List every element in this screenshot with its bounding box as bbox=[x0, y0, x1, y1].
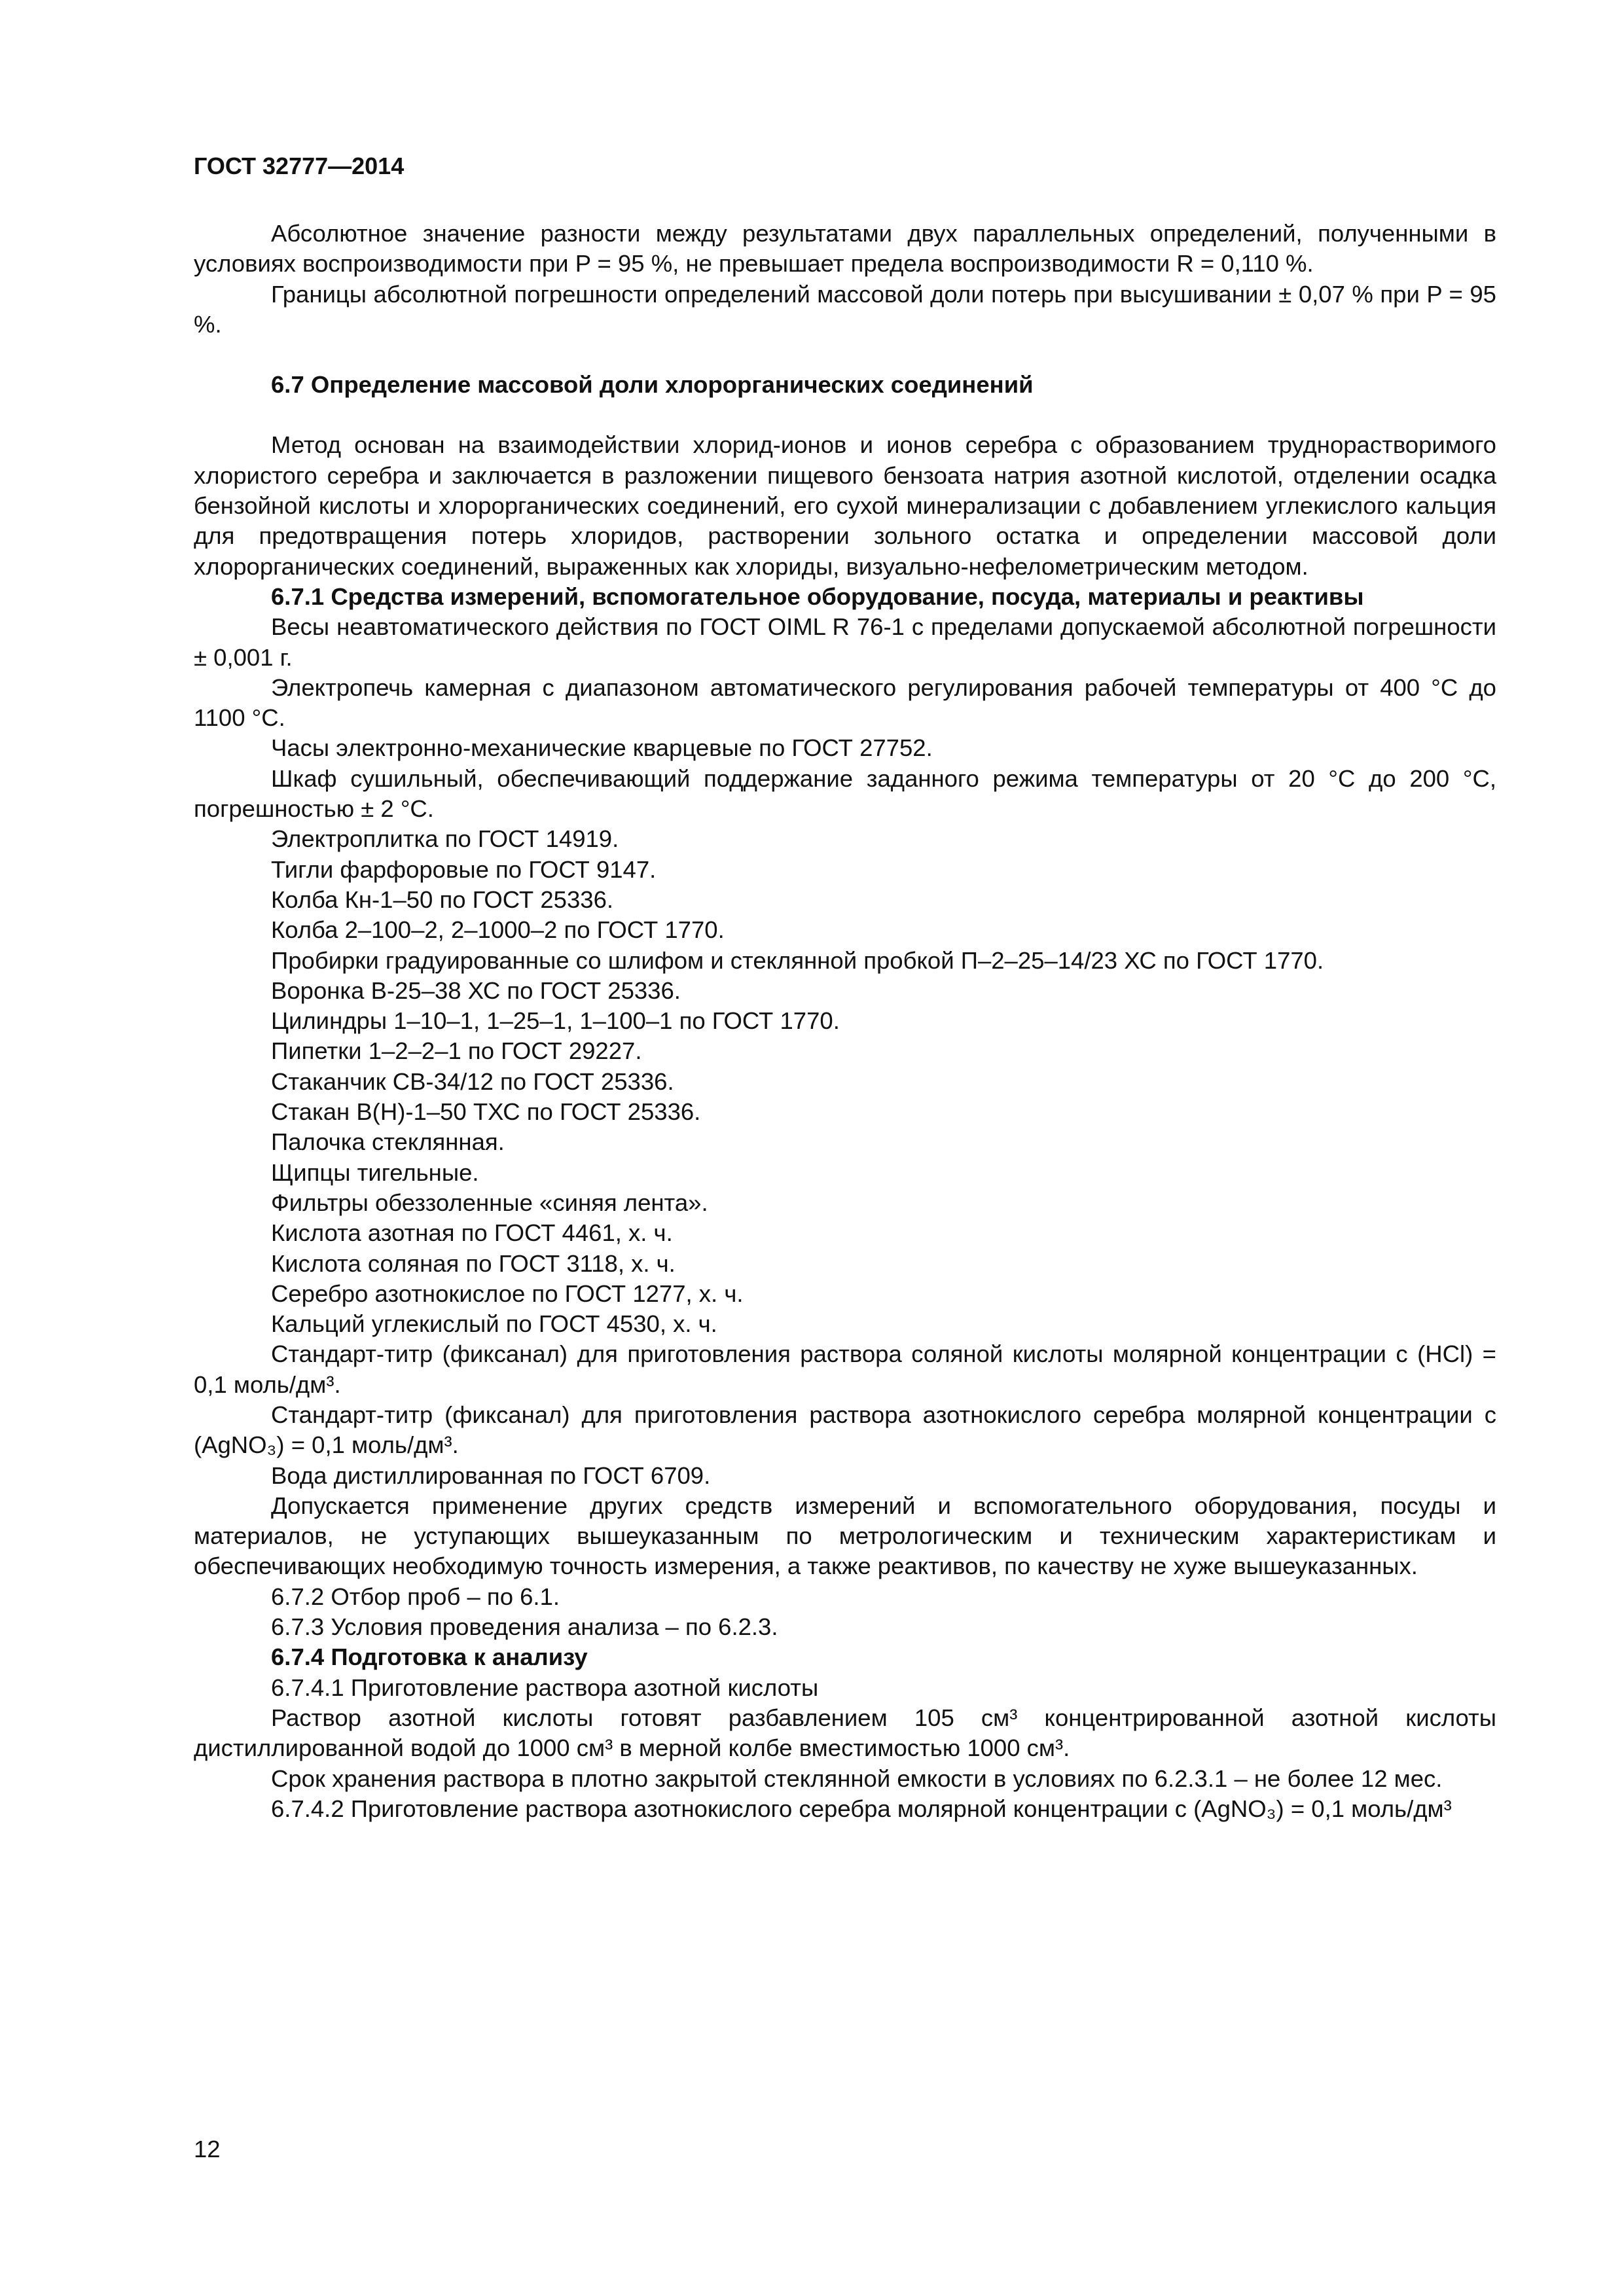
equipment-item: Электроплитка по ГОСТ 14919. bbox=[271, 825, 619, 853]
page-body bbox=[194, 219, 1496, 1824]
equipment-item: Пробирки градуированные со шлифом и стеклянной пробкой П–2–25–14/23 ХС по ГОСТ 1770. bbox=[271, 946, 1324, 974]
equipment-item: Колба 2–100–2, 2–1000–2 по ГОСТ 1770. bbox=[271, 916, 725, 944]
page-number: 12 bbox=[194, 2136, 221, 2162]
equipment-item: Электропечь камерная с диапазоном автоматического регулирования рабочей температуры от 400 °С до 1100 °С. bbox=[194, 673, 1496, 732]
clause-6-7-4-1: 6.7.4.1 Приготовление раствора азотной кислоты bbox=[271, 1674, 819, 1701]
reproducibility-paragraph: Абсолютное значение разности между результатами двух параллельных определений, полученными в условиях воспроизводимости при P = 95 %, не превышает предела воспроизводимости R = 0,110 %. bbox=[194, 220, 1496, 278]
equipment-item: Палочка стеклянная. bbox=[271, 1128, 505, 1156]
section-heading-6-7: 6.7 Определение массовой доли хлорорганических соединений bbox=[271, 371, 1034, 399]
equipment-item: Воронка В-25–38 ХС по ГОСТ 25336. bbox=[271, 977, 681, 1004]
equipment-item: Весы неавтоматического действия по ГОСТ OIML R 76-1 с пределами допускаемой абсолютной погрешности ± 0,001 г. bbox=[194, 613, 1496, 671]
document-code-header: ГОСТ 32777—2014 bbox=[194, 152, 405, 179]
equipment-item: Тигли фарфоровые по ГОСТ 9147. bbox=[271, 855, 657, 883]
equipment-item: Часы электронно-механические кварцевые по ГОСТ 27752. bbox=[271, 734, 933, 762]
standard-titre-agno3: Стандарт-титр (фиксанал) для приготовления раствора азотнокислого серебра молярной концентрации с (AgNO₃) = 0,1 моль/дм³. bbox=[194, 1401, 1496, 1459]
equipment-item: Стакан В(Н)-1–50 ТХС по ГОСТ 25336. bbox=[271, 1098, 701, 1126]
reagent-item: Серебро азотнокислое по ГОСТ 1277, х. ч. bbox=[271, 1280, 744, 1307]
subsection-heading-6-7-1: 6.7.1 Средства измерений, вспомогательное оборудование, посуда, материалы и реактивы bbox=[271, 583, 1364, 610]
clause-6-7-2: 6.7.2 Отбор проб – по 6.1. bbox=[271, 1583, 560, 1610]
equipment-item: Пипетки 1–2–2–1 по ГОСТ 29227. bbox=[271, 1037, 642, 1065]
equipment-item: Стаканчик СВ-34/12 по ГОСТ 25336. bbox=[271, 1067, 674, 1095]
reagent-item: Вода дистиллированная по ГОСТ 6709. bbox=[271, 1462, 711, 1489]
reagent-item: Кислота азотная по ГОСТ 4461, х. ч. bbox=[271, 1219, 673, 1247]
error-limits-paragraph: Границы абсолютной погрешности определений массовой доли потерь при высушивании ± 0,07 % при P = 95 %. bbox=[194, 280, 1496, 338]
clause-6-7-3: 6.7.3 Условия проведения анализа – по 6.2.3. bbox=[271, 1613, 778, 1641]
reagent-item: Кальций углекислый по ГОСТ 4530, х. ч. bbox=[271, 1310, 717, 1338]
nitric-acid-preparation-paragraph: Раствор азотной кислоты готовят разбавлением 105 см³ концентрированной азотной кислоты дистиллированной водой до 1000 см³ в мерной колбе вместимостью 1000 см³. bbox=[194, 1704, 1496, 1762]
equipment-item: Щипцы тигельные. bbox=[271, 1158, 479, 1186]
clause-6-7-4-2: 6.7.4.2 Приготовление раствора азотнокислого серебра молярной концентрации с (AgNO₃) = 0,1 моль/дм³ bbox=[271, 1795, 1452, 1822]
method-description-paragraph: Метод основан на взаимодействии хлорид-ионов и ионов серебра с образованием труднорастворимого хлористого серебра и заключается в разложении пищевого бензоата натрия азотной кислотой, отделении осадка бензойной кислоты и хлорорганических соединений, его сухой минерализации с добавлением углекислого кальция для предотвращения потерь хлоридов, растворении зольного остатка и определении массовой доли хлорорганических соединений, выраженных как хлориды, визуально-нефелометрическим методом. bbox=[194, 431, 1496, 580]
reagent-item: Кислота соляная по ГОСТ 3118, х. ч. bbox=[271, 1249, 676, 1277]
equipment-item: Цилиндры 1–10–1, 1–25–1, 1–100–1 по ГОСТ 1770. bbox=[271, 1007, 840, 1035]
substitution-allowance-paragraph: Допускается применение других средств измерений и вспомогательного оборудования, посуды и материалов, не уступающих вышеуказанным по метрологическим и техническим характеристикам и обеспечивающих необходимую точность измерения, а также реактивов, по качеству не хуже вышеуказанных. bbox=[194, 1492, 1496, 1580]
equipment-item: Колба Кн-1–50 по ГОСТ 25336. bbox=[271, 886, 614, 913]
storage-paragraph: Срок хранения раствора в плотно закрытой стеклянной емкости в условиях по 6.2.3.1 – не более 12 мес. bbox=[271, 1765, 1443, 1792]
equipment-item: Фильтры обеззоленные «синяя лента». bbox=[271, 1189, 708, 1216]
standard-titre-hcl: Стандарт-титр (фиксанал) для приготовления раствора соляной кислоты молярной концентрации с (HCl) = 0,1 моль/дм³. bbox=[194, 1340, 1496, 1398]
clause-6-7-4-heading: 6.7.4 Подготовка к анализу bbox=[271, 1643, 588, 1671]
equipment-item: Шкаф сушильный, обеспечивающий поддержание заданного режима температуры от 20 °С до 200 °С, погрешностью ± 2 °С. bbox=[194, 764, 1496, 823]
